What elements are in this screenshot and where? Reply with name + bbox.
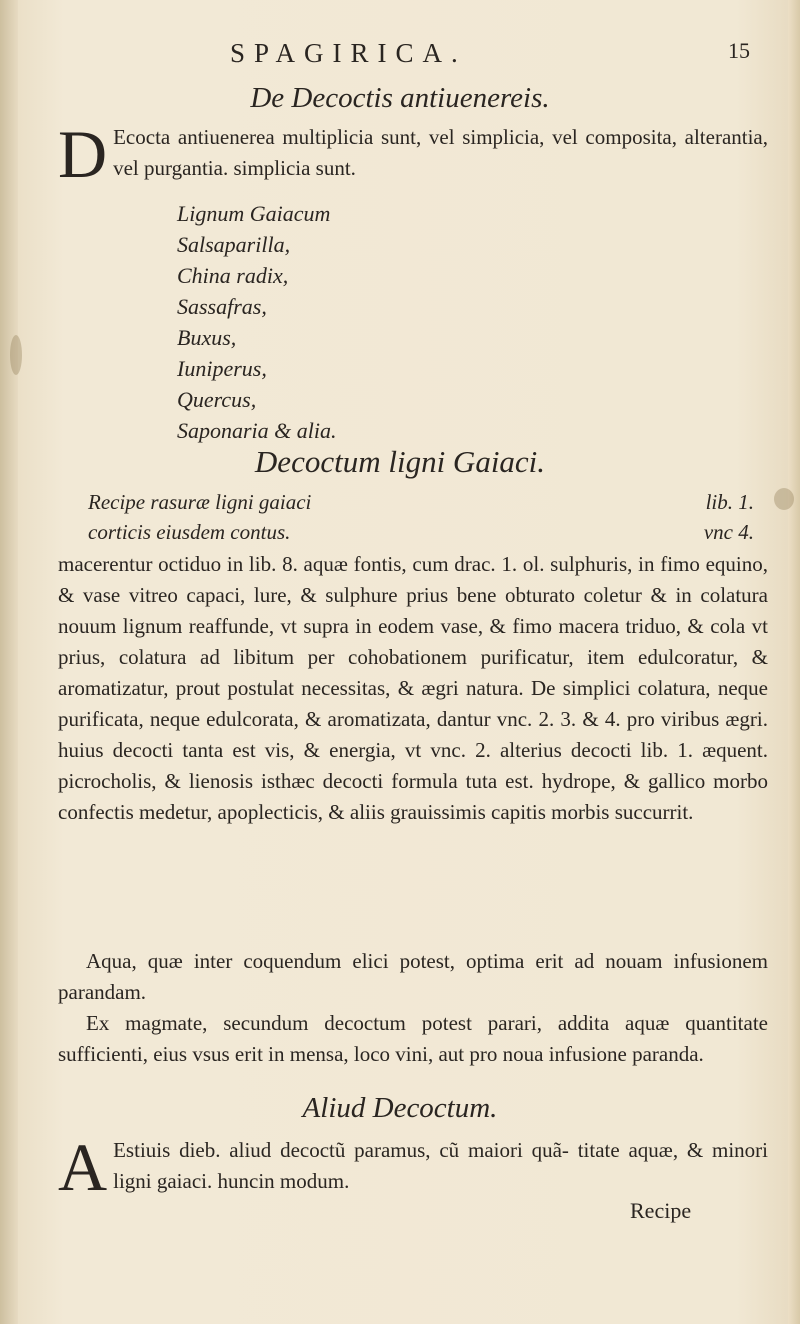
list-item: Iuniperus, [177, 356, 267, 381]
recipe-item: corticis eiusdem contus. [88, 520, 291, 544]
recipe-item: Recipe rasuræ ligni gaiaci [88, 490, 312, 514]
list-item: China radix, [177, 263, 289, 288]
list-item: Saponaria & alia. [177, 418, 337, 443]
section-heading-3: Aliud Decoctum. [302, 1092, 498, 1124]
page-number: 15 [728, 38, 750, 63]
aliud-text: Estiuis dieb. aliud decoctũ paramus, cũ maiori quã- titate aquæ, & minori ligni gaiaci. huncin modum. [113, 1138, 768, 1193]
list-item: Quercus, [177, 387, 257, 412]
intro-paragraph [58, 116, 768, 192]
list-item: Buxus, [177, 325, 237, 350]
drop-cap: A [58, 1129, 108, 1205]
ink-stain [10, 335, 22, 375]
recipe-row [88, 520, 768, 550]
catchword: Recipe [630, 1198, 692, 1223]
paragraph-magma: Ex magmate, secundum decoctum potest parari, addita aquæ quantitate sufficienti, eius vsus erit in mensa, loco vini, aut pro noua infusione paranda. [58, 1011, 768, 1066]
paragraph-aqua: Aqua, quæ inter coquendum elici potest, optima erit ad nouam infusionem parandam. [58, 949, 768, 1004]
ingredient-list [177, 198, 577, 446]
ink-stain [774, 488, 794, 510]
drop-cap: D [58, 116, 108, 192]
recipe-quantity: lib. 1. [705, 490, 754, 514]
section-heading-2: Decoctum ligni Gaiaci. [254, 444, 546, 479]
page-gutter [0, 0, 18, 1324]
section-heading-1: De Decoctis antiuenereis. [250, 82, 550, 114]
running-header [230, 38, 750, 72]
list-item: Sassafras, [177, 294, 267, 319]
recipe-row [88, 490, 768, 520]
recipe-body: macerentur octiduo in lib. 8. aquæ fontis, cum drac. 1. ol. sulphuris, in fimo equino, & vase vitreo capaci, lure, & sulphure prius bene obturato coletur & in colatura nouum lignum reaffunde, vt supra in eodem vase, & fimo macera triduo, & cola vt prius, colatura ad libitum per cohobationem purificatur, item edulcoratur, & aromatizatur, prout postulat necessitas, & ægri natura. De simplici colatura, neque purificata, neque edulcorata, & aromatizata, dantur vnc. 2. 3. & 4. pro viribus ægri. huius decocti tanta est vis, & energia, vt vnc. 2. alterius decocti lib. 1. æquent. picrocholis, & lienosis isthæc decocti formula tuta est. hydrope, & gallico morbo confectis medetur, apoplecticis, & aliis grauissimis capitis morbis succurrit. [58, 552, 768, 824]
recipe-quantity: vnc 4. [703, 520, 754, 544]
running-title: SPAGIRICA. [230, 38, 467, 68]
intro-text: Ecocta antiuenerea multiplicia sunt, vel simplicia, vel composita, alterantia, vel purgantia. simplicia sunt. [113, 125, 768, 180]
list-item: Lignum Gaiacum [177, 201, 331, 226]
list-item: Salsaparilla, [177, 232, 291, 257]
page-edge [788, 0, 800, 1324]
aliud-paragraph [58, 1129, 768, 1205]
